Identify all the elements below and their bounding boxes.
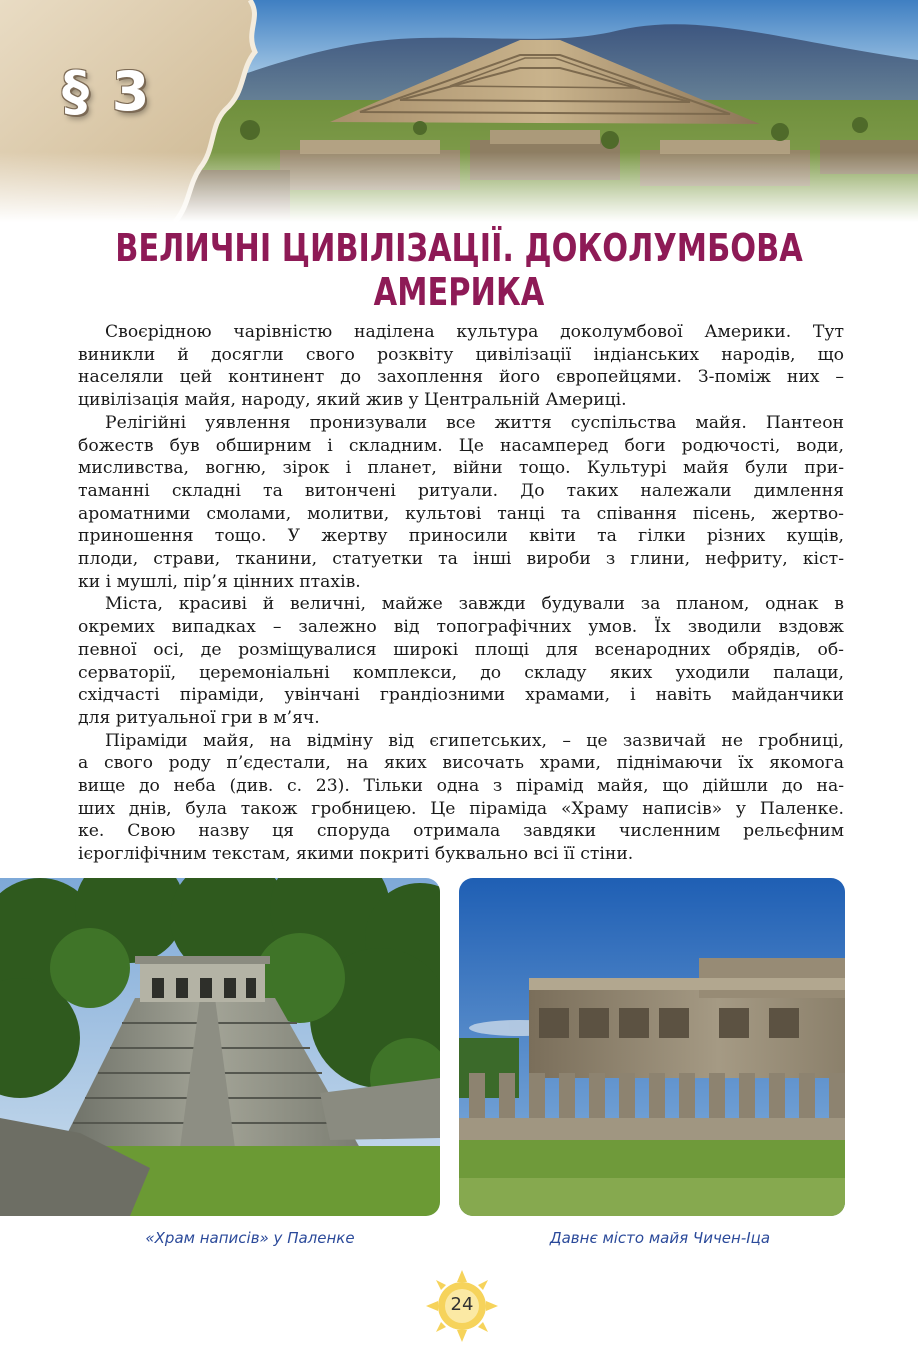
paragraph-1: [78, 321, 844, 412]
text-line: ароматними смолами, молитви, культові танці та співання пісень, жертво-: [78, 503, 844, 524]
paragraph-4: [78, 730, 844, 866]
photo-temple-of-inscriptions: [0, 878, 440, 1216]
text-line: мисливства, вогню, зірок і планет, війни тощо. Культурі майя були при-: [78, 458, 844, 479]
chapter-title: ВЕЛИЧНІ ЦИВІЛІЗАЦІЇ. ДОКОЛУМБОВА АМЕРИКА: [115, 226, 803, 314]
paragraph-3: [78, 593, 844, 729]
text-line: певної осі, де розміщувалися широкі площі для всенародних обрядів, об-: [78, 639, 844, 660]
body-text: [78, 321, 844, 866]
text-line: серваторії, церемоніальні комплекси, до складу яких уходили палаци,: [78, 662, 844, 683]
text-line: ке. Свою назву ця споруда отримала завдяки численним рельєфним: [78, 821, 844, 842]
caption-right: Давнє місто майя Чичен-Іца: [549, 1229, 771, 1247]
text-line: східчасті піраміди, увінчані грандіозними храмами, і навіть майданчики: [78, 685, 844, 706]
text-line: для ритуальної гри в м’яч.: [78, 707, 320, 728]
banner-fade: [0, 152, 918, 222]
section-number: § 3: [62, 60, 152, 123]
temple-of-inscriptions-illustration: [0, 878, 440, 1216]
text-line: божеств був обширним і складним. Це насамперед боги родючості, води,: [78, 435, 844, 456]
text-line: а свого роду п’єдестали, на яких височать храми, піднімаючи їх якомога: [78, 753, 844, 774]
text-line: цивілізація майя, народу, який жив у Центральній Америці.: [78, 390, 627, 411]
text-line: плоди, страви, тканини, статуетки та інші вироби з глини, нефриту, кіст-: [78, 549, 844, 570]
text-line: приношення тощо. У жертву приносили квіти та гілки різних кущів,: [78, 526, 844, 547]
text-line: Релігійні уявлення пронизували все життя суспільства майя. Пантеон: [105, 412, 844, 433]
page-number: 24: [450, 1294, 474, 1315]
chichen-itza-illustration: [459, 878, 845, 1216]
text-line: таманні складні та витончені ритуали. До таких належали димлення: [78, 480, 844, 501]
text-line: ієрогліфічним текстам, якими покриті буквально всі її стіни.: [78, 844, 634, 865]
text-line: вище до неба (див. с. 23). Тільки одна з пірамід майя, що дійшли до на-: [78, 776, 844, 797]
text-line: Своєрідною чарівністю наділена культура доколумбової Америки. Тут: [105, 322, 844, 342]
text-line: окремих випадках – залежно від топографічних умов. Їх зводили вздовж: [78, 617, 844, 638]
text-line: ших днів, була також гробницею. Це піраміда «Храму написів» у Паленке.: [78, 798, 844, 819]
caption-left: «Храм написів» у Паленке: [145, 1229, 355, 1247]
photo-chichen-itza: [459, 878, 845, 1216]
text-line: Міста, красиві й величні, майже завжди будували за планом, однак в: [105, 594, 844, 615]
text-line: Піраміди майя, на відміну від єгипетських, – це зазвичай не гробниці,: [105, 730, 844, 751]
paragraph-2: [78, 412, 844, 594]
text-line: населяли цей континент до захоплення його європейцями. З-поміж них –: [78, 367, 844, 388]
text-line: виникли й досягли свого розквіту цивілізації індіанських народів, що: [78, 344, 844, 365]
text-line: ки і мушлі, пір’я цінних птахів.: [78, 571, 361, 592]
